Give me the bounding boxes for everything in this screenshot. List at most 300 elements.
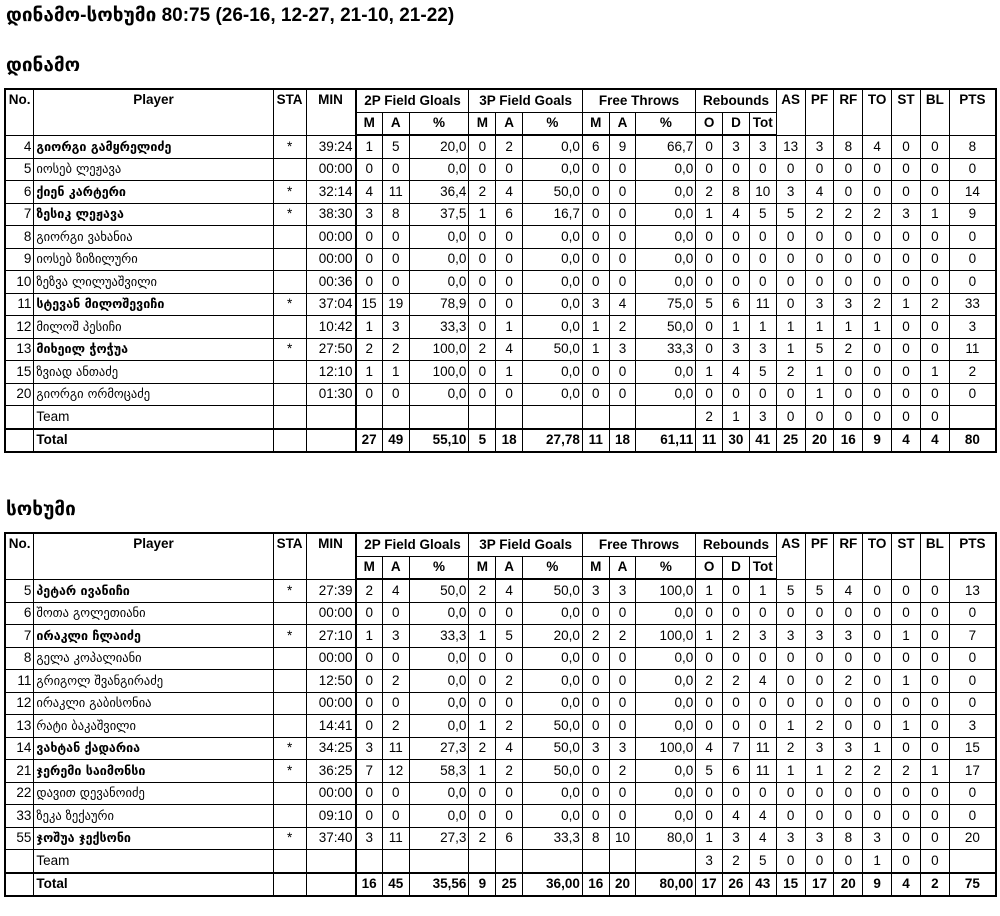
stat-bl: 0 (920, 827, 949, 850)
stat-aft: 2 (609, 625, 636, 648)
team-stat-aft (609, 406, 636, 429)
stat-a2: 0 (382, 271, 409, 294)
total-row-min (306, 429, 355, 453)
stat-as: 0 (776, 805, 805, 828)
stat-pft: 0,0 (636, 760, 696, 783)
stat-to: 2 (863, 760, 892, 783)
header-no: No. (5, 533, 34, 579)
stat-pts: 7 (949, 625, 996, 648)
stat-as: 0 (776, 692, 805, 715)
total-stat-m2: 27 (356, 429, 383, 453)
team-stat-pts (949, 406, 996, 429)
stat-m3: 0 (469, 602, 496, 625)
stat-tot: 5 (749, 203, 776, 226)
stat-as: 0 (776, 602, 805, 625)
stat-d: 0 (723, 248, 750, 271)
stat-tot: 11 (749, 737, 776, 760)
total-stat-st: 4 (892, 873, 921, 897)
team-row-label: Team (34, 850, 273, 873)
stat-to: 0 (863, 692, 892, 715)
total-stat-tot: 43 (749, 873, 776, 897)
stat-m2: 0 (356, 158, 383, 181)
stat-m2: 1 (356, 625, 383, 648)
header-pts: PTS (949, 89, 996, 135)
stat-aft: 9 (609, 135, 636, 158)
starter-mark (273, 271, 306, 294)
stat-tot: 0 (749, 226, 776, 249)
team-stat-d: 1 (723, 406, 750, 429)
stat-d: 4 (723, 203, 750, 226)
stat-st: 0 (892, 135, 921, 158)
total-stat-a2: 49 (382, 429, 409, 453)
total-stat-a3: 18 (496, 429, 523, 453)
stat-a2: 0 (382, 383, 409, 406)
stat-aft: 0 (609, 203, 636, 226)
stat-o: 0 (696, 135, 723, 158)
box-score-table-sokhumi (4, 532, 997, 897)
stat-to: 0 (863, 782, 892, 805)
player-name: ჯოშუა ჯექსონი (34, 827, 273, 850)
stat-m2: 3 (356, 737, 383, 760)
stat-m3: 0 (469, 782, 496, 805)
team-stat-o: 3 (696, 850, 723, 873)
header-sub-a: A (382, 112, 409, 135)
table-row (5, 226, 996, 249)
stat-aft: 2 (609, 760, 636, 783)
stat-m2: 3 (356, 827, 383, 850)
stat-bl: 0 (920, 805, 949, 828)
stat-m2: 0 (356, 670, 383, 693)
header-sub-a: A (609, 112, 636, 135)
starter-mark (273, 805, 306, 828)
stat-p2: 78,9 (409, 293, 469, 316)
stat-aft: 0 (609, 670, 636, 693)
player-name: ზეზვა ლილუაშვილი (34, 271, 273, 294)
stat-pft: 33,3 (636, 338, 696, 361)
header-sub-pct: % (636, 556, 696, 579)
stat-rf: 3 (834, 625, 863, 648)
stat-p2: 58,3 (409, 760, 469, 783)
team-stat-as: 0 (776, 850, 805, 873)
stat-a2: 0 (382, 647, 409, 670)
total-stat-st: 4 (892, 429, 921, 453)
table-row (5, 135, 996, 158)
stat-st: 0 (892, 602, 921, 625)
stat-aft: 0 (609, 181, 636, 204)
stat-pts: 0 (949, 248, 996, 271)
stat-a3: 0 (496, 805, 523, 828)
stat-o: 0 (696, 692, 723, 715)
starter-mark (273, 248, 306, 271)
header-sub-a: A (496, 112, 523, 135)
total-stat-d: 30 (723, 429, 750, 453)
team-stat-m2 (356, 406, 383, 429)
stat-p3: 0,0 (523, 805, 583, 828)
player-name: გრიგოლ შვანგირაძე (34, 670, 273, 693)
header-rebounds: Rebounds (696, 533, 776, 556)
player-name: შოთა გოლეთიანი (34, 602, 273, 625)
stat-bl: 0 (920, 579, 949, 602)
stat-a2: 4 (382, 579, 409, 602)
starter-mark (273, 361, 306, 384)
minutes: 12:50 (306, 670, 355, 693)
stat-pf: 3 (805, 827, 834, 850)
starter-mark: * (273, 203, 306, 226)
stat-aft: 0 (609, 271, 636, 294)
stat-p2: 0,0 (409, 158, 469, 181)
stat-d: 0 (723, 226, 750, 249)
table-row (5, 737, 996, 760)
stat-tot: 0 (749, 248, 776, 271)
total-stat-tot: 41 (749, 429, 776, 453)
table-row (5, 760, 996, 783)
player-name: ვახტან ქადარია (34, 737, 273, 760)
stat-rf: 0 (834, 647, 863, 670)
stat-rf: 1 (834, 316, 863, 339)
stat-pft: 80,0 (636, 827, 696, 850)
stat-aft: 0 (609, 158, 636, 181)
stat-bl: 1 (920, 203, 949, 226)
stat-a2: 0 (382, 226, 409, 249)
stat-m3: 0 (469, 805, 496, 828)
table-row (5, 271, 996, 294)
team-stat-mft (582, 406, 609, 429)
stat-d: 0 (723, 271, 750, 294)
stat-p3: 0,0 (523, 602, 583, 625)
stat-m3: 1 (469, 715, 496, 738)
stat-p2: 33,3 (409, 625, 469, 648)
player-name: პეტარ ივანიჩი (34, 579, 273, 602)
stat-mft: 0 (582, 692, 609, 715)
stat-o: 5 (696, 760, 723, 783)
stat-m3: 0 (469, 248, 496, 271)
stat-p2: 37,5 (409, 203, 469, 226)
player-name: გიორგი ვახანია (34, 226, 273, 249)
stat-rf: 0 (834, 715, 863, 738)
starter-mark (273, 670, 306, 693)
stat-m3: 0 (469, 361, 496, 384)
stat-tot: 0 (749, 383, 776, 406)
stat-pf: 0 (805, 782, 834, 805)
stat-st: 2 (892, 760, 921, 783)
total-stat-pts: 80 (949, 429, 996, 453)
stat-pft: 0,0 (636, 805, 696, 828)
stat-to: 1 (863, 737, 892, 760)
stat-aft: 4 (609, 293, 636, 316)
stat-to: 2 (863, 203, 892, 226)
stat-tot: 3 (749, 338, 776, 361)
stat-aft: 2 (609, 316, 636, 339)
stat-pts: 13 (949, 579, 996, 602)
header-sub-a: A (382, 556, 409, 579)
team-stat-m2 (356, 850, 383, 873)
stat-pts: 8 (949, 135, 996, 158)
stat-pts: 0 (949, 647, 996, 670)
player-number: 14 (5, 737, 34, 760)
stat-d: 3 (723, 338, 750, 361)
player-number: 21 (5, 760, 34, 783)
player-number: 13 (5, 715, 34, 738)
player-number: 15 (5, 361, 34, 384)
stat-a3: 5 (496, 625, 523, 648)
header-sub-pct: % (409, 112, 469, 135)
stat-pf: 5 (805, 579, 834, 602)
stat-aft: 0 (609, 383, 636, 406)
stat-to: 0 (863, 226, 892, 249)
player-name: გიორგი ორმოცაძე (34, 383, 273, 406)
stat-a3: 4 (496, 737, 523, 760)
team-stat-pts (949, 850, 996, 873)
stat-p2: 0,0 (409, 647, 469, 670)
stat-a3: 0 (496, 248, 523, 271)
team-stat-a2 (382, 406, 409, 429)
player-number: 4 (5, 135, 34, 158)
total-stat-rf: 16 (834, 429, 863, 453)
player-number: 11 (5, 670, 34, 693)
team-stat-pf: 0 (805, 850, 834, 873)
stat-mft: 0 (582, 181, 609, 204)
stat-st: 0 (892, 782, 921, 805)
table-row (5, 782, 996, 805)
stat-a2: 1 (382, 361, 409, 384)
stat-m2: 0 (356, 383, 383, 406)
header-to: TO (863, 533, 892, 579)
player-name: ჯერემი საიმონსი (34, 760, 273, 783)
stat-a3: 4 (496, 579, 523, 602)
header-2p-field-goals: 2P Field Gloals (356, 533, 469, 556)
stat-mft: 1 (582, 338, 609, 361)
minutes: 37:04 (306, 293, 355, 316)
stat-p3: 50,0 (523, 737, 583, 760)
team-name-dinamo: დინამო (6, 55, 81, 76)
minutes: 10:42 (306, 316, 355, 339)
table-row (5, 338, 996, 361)
stat-p2: 0,0 (409, 715, 469, 738)
stat-pf: 1 (805, 361, 834, 384)
stat-pft: 0,0 (636, 602, 696, 625)
stat-st: 0 (892, 181, 921, 204)
stat-bl: 0 (920, 647, 949, 670)
stat-d: 7 (723, 737, 750, 760)
stat-d: 0 (723, 782, 750, 805)
stat-pts: 0 (949, 602, 996, 625)
total-stat-pf: 17 (805, 873, 834, 897)
player-name: ზესიკ ლეჟავა (34, 203, 273, 226)
stat-pft: 66,7 (636, 135, 696, 158)
team-stat-a3 (496, 850, 523, 873)
stat-to: 0 (863, 602, 892, 625)
stat-m2: 2 (356, 338, 383, 361)
header-sub-a: A (496, 556, 523, 579)
stat-rf: 8 (834, 135, 863, 158)
stat-m3: 0 (469, 647, 496, 670)
stat-pft: 100,0 (636, 737, 696, 760)
header-pf: PF (805, 533, 834, 579)
stat-rf: 2 (834, 670, 863, 693)
stat-a3: 0 (496, 383, 523, 406)
table-row (5, 383, 996, 406)
stat-to: 0 (863, 338, 892, 361)
total-stat-as: 15 (776, 873, 805, 897)
stat-as: 3 (776, 625, 805, 648)
player-name: რატი ბაკაშვილი (34, 715, 273, 738)
stat-rf: 0 (834, 782, 863, 805)
starter-mark: * (273, 579, 306, 602)
stat-as: 5 (776, 203, 805, 226)
stat-o: 0 (696, 805, 723, 828)
minutes: 12:10 (306, 361, 355, 384)
stat-a2: 11 (382, 737, 409, 760)
starter-mark (273, 383, 306, 406)
stat-to: 0 (863, 625, 892, 648)
stat-to: 1 (863, 316, 892, 339)
stat-m3: 0 (469, 670, 496, 693)
stat-pf: 3 (805, 293, 834, 316)
team-stat-p3 (523, 850, 583, 873)
stat-rf: 0 (834, 692, 863, 715)
player-number: 5 (5, 158, 34, 181)
minutes: 37:40 (306, 827, 355, 850)
stat-mft: 0 (582, 203, 609, 226)
stat-m3: 1 (469, 203, 496, 226)
minutes: 32:14 (306, 181, 355, 204)
team-stat-bl: 0 (920, 406, 949, 429)
team-row-min (306, 406, 355, 429)
player-name: გელა კოპალიანი (34, 647, 273, 670)
stat-o: 5 (696, 293, 723, 316)
box-score-table-dinamo (4, 88, 997, 453)
table-row (5, 692, 996, 715)
stat-p3: 0,0 (523, 782, 583, 805)
stat-st: 0 (892, 692, 921, 715)
stat-o: 0 (696, 383, 723, 406)
player-number: 20 (5, 383, 34, 406)
stat-bl: 0 (920, 625, 949, 648)
stat-tot: 0 (749, 692, 776, 715)
total-stat-as: 25 (776, 429, 805, 453)
stat-rf: 2 (834, 760, 863, 783)
stat-rf: 0 (834, 226, 863, 249)
player-name: სტევან მილოშევიჩი (34, 293, 273, 316)
stat-m2: 0 (356, 805, 383, 828)
total-row-label: Total (34, 873, 273, 897)
stat-a3: 0 (496, 602, 523, 625)
stat-p3: 50,0 (523, 579, 583, 602)
team-stat-pf: 0 (805, 406, 834, 429)
stat-st: 0 (892, 383, 921, 406)
stat-as: 0 (776, 383, 805, 406)
stat-d: 0 (723, 602, 750, 625)
stat-as: 5 (776, 579, 805, 602)
stat-p3: 0,0 (523, 316, 583, 339)
stat-bl: 1 (920, 760, 949, 783)
stat-d: 3 (723, 827, 750, 850)
player-name: ზვიად ანთაძე (34, 361, 273, 384)
stat-to: 2 (863, 293, 892, 316)
stat-d: 2 (723, 625, 750, 648)
total-stat-p2: 55,10 (409, 429, 469, 453)
header-min: MIN (306, 89, 355, 135)
stat-pft: 0,0 (636, 248, 696, 271)
stat-st: 0 (892, 271, 921, 294)
stat-mft: 0 (582, 670, 609, 693)
minutes: 36:25 (306, 760, 355, 783)
stat-o: 0 (696, 647, 723, 670)
minutes: 38:30 (306, 203, 355, 226)
stat-mft: 0 (582, 647, 609, 670)
stat-rf: 0 (834, 271, 863, 294)
stat-o: 1 (696, 625, 723, 648)
stat-tot: 0 (749, 271, 776, 294)
stat-a3: 4 (496, 181, 523, 204)
total-row-label: Total (34, 429, 273, 453)
stat-bl: 0 (920, 383, 949, 406)
total-row-no (5, 873, 34, 897)
team-stat-m3 (469, 850, 496, 873)
stat-tot: 4 (749, 670, 776, 693)
stat-a2: 3 (382, 316, 409, 339)
stat-pf: 0 (805, 248, 834, 271)
stat-to: 0 (863, 271, 892, 294)
stat-pft: 0,0 (636, 715, 696, 738)
stat-a3: 4 (496, 338, 523, 361)
stat-m2: 1 (356, 316, 383, 339)
stat-p3: 0,0 (523, 647, 583, 670)
minutes: 00:00 (306, 158, 355, 181)
stat-p3: 0,0 (523, 383, 583, 406)
stat-pft: 0,0 (636, 383, 696, 406)
stat-mft: 0 (582, 226, 609, 249)
team-row-sta (273, 850, 306, 873)
table-row (5, 361, 996, 384)
stat-as: 0 (776, 271, 805, 294)
minutes: 39:24 (306, 135, 355, 158)
stat-aft: 3 (609, 579, 636, 602)
stat-st: 0 (892, 226, 921, 249)
stat-rf: 0 (834, 805, 863, 828)
header-sub-m: M (356, 112, 383, 135)
stat-mft: 0 (582, 782, 609, 805)
starter-mark: * (273, 135, 306, 158)
stat-mft: 0 (582, 158, 609, 181)
stat-m3: 1 (469, 625, 496, 648)
minutes: 00:00 (306, 782, 355, 805)
stat-a2: 2 (382, 715, 409, 738)
stat-rf: 0 (834, 158, 863, 181)
stat-mft: 0 (582, 760, 609, 783)
stat-d: 6 (723, 760, 750, 783)
stat-p2: 0,0 (409, 383, 469, 406)
stat-o: 0 (696, 158, 723, 181)
stat-st: 0 (892, 805, 921, 828)
header-3p-field-goals: 3P Field Goals (469, 89, 582, 112)
total-stat-bl: 4 (920, 429, 949, 453)
team-row-no (5, 850, 34, 873)
stat-tot: 0 (749, 782, 776, 805)
stat-aft: 0 (609, 248, 636, 271)
total-stat-to: 9 (863, 429, 892, 453)
stat-p3: 50,0 (523, 338, 583, 361)
stat-m2: 0 (356, 715, 383, 738)
starter-mark (273, 316, 306, 339)
total-row (5, 873, 996, 897)
minutes: 27:10 (306, 625, 355, 648)
starter-mark (273, 715, 306, 738)
team-stat-to: 1 (863, 850, 892, 873)
stat-a3: 6 (496, 827, 523, 850)
stat-o: 0 (696, 602, 723, 625)
total-stat-pts: 75 (949, 873, 996, 897)
